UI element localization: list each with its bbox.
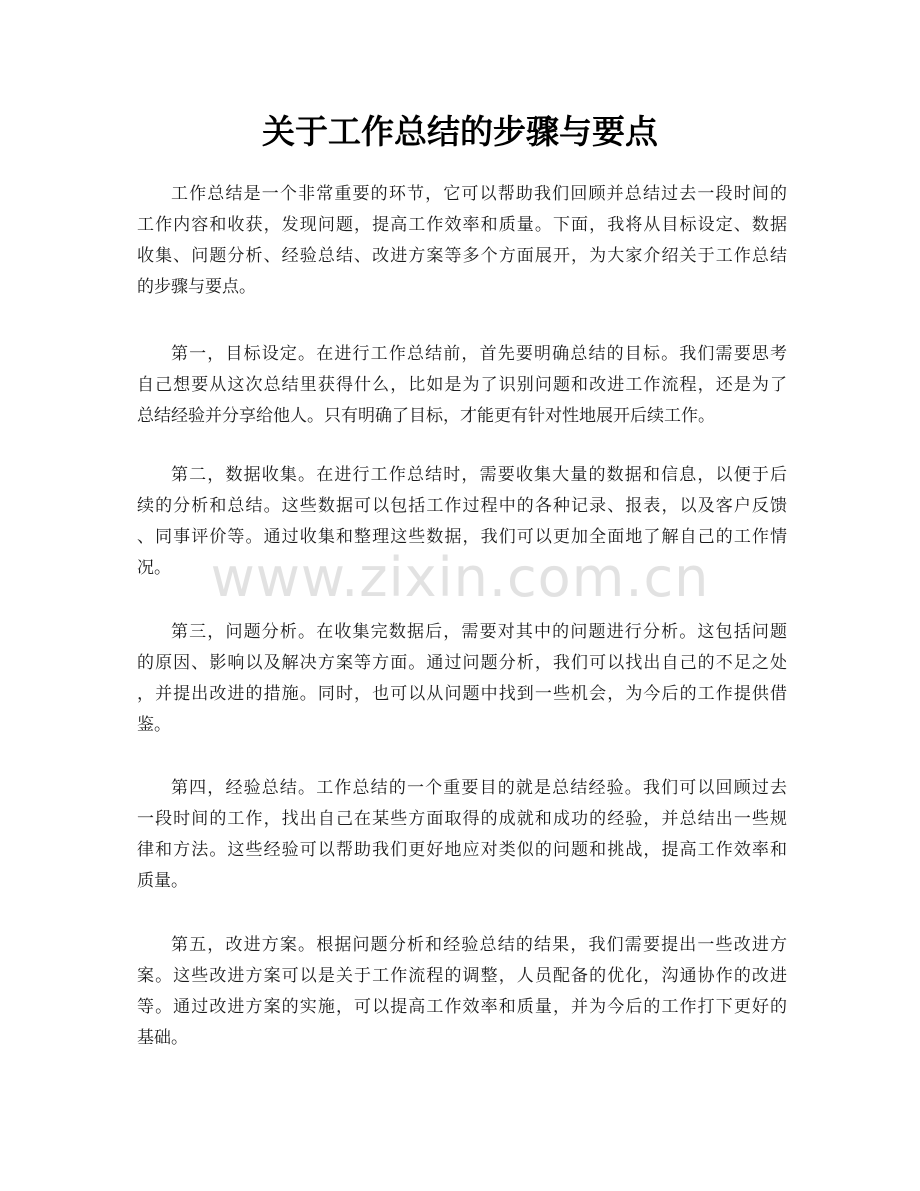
- paragraph-line: 第一，目标设定。在进行工作总结前，首先要明确总结的目标。我们需要思考: [171, 344, 787, 364]
- paragraph-line: ，并提出改进的措施。同时，也可以从问题中找到一些机会，为今后的工作提供借: [137, 684, 787, 704]
- paragraph-problem-analysis: [137, 617, 787, 741]
- paragraph-line: 第三，问题分析。在收集完数据后，需要对其中的问题进行分析。这包括问题: [171, 622, 787, 642]
- paragraph-line: 案。这些改进方案可以是关于工作流程的调整，人员配备的优化，沟通协作的改进: [137, 966, 787, 986]
- paragraph-line: 总结经验并分享给他人。只有明确了目标，才能更有针对性地展开后续工作。: [137, 406, 715, 426]
- paragraph-line: 的步骤与要点。: [137, 277, 256, 297]
- paragraph-line: 鉴。: [137, 715, 171, 735]
- paragraph-line: 质量。: [137, 871, 188, 891]
- paragraph-line: 工作内容和收获，发现问题，提高工作效率和质量。下面，我将从目标设定、数据: [137, 215, 787, 235]
- paragraph-line: 的原因、影响以及解决方案等方面。通过问题分析，我们可以找出自己的不足之处: [137, 653, 787, 673]
- paragraph-line: 第四，经验总结。工作总结的一个重要目的就是总结经验。我们可以回顾过去: [171, 778, 787, 798]
- paragraph-line: 自己想要从这次总结里获得什么，比如是为了识别问题和改进工作流程，还是为了: [137, 375, 787, 395]
- paragraph-goal-setting: [137, 339, 787, 432]
- paragraph-line: 等。通过改进方案的实施，可以提高工作效率和质量，并为今后的工作打下更好的: [137, 997, 787, 1017]
- paragraph-intro: [137, 179, 787, 303]
- paragraph-line: 工作总结是一个非常重要的环节，它可以帮助我们回顾并总结过去一段时间的: [171, 184, 787, 204]
- paragraph-line: 况。: [137, 558, 171, 578]
- paragraph-experience-summary: [137, 773, 787, 897]
- paragraph-line: 第五，改进方案。根据问题分析和经验总结的结果，我们需要提出一些改进方: [171, 935, 787, 955]
- paragraph-improvement-plan: [137, 930, 787, 1054]
- paragraph-data-collection: [137, 460, 787, 584]
- paragraph-line: 律和方法。这些经验可以帮助我们更好地应对类似的问题和挑战，提高工作效率和: [137, 840, 787, 860]
- paragraph-line: 第二，数据收集。在进行工作总结时，需要收集大量的数据和信息，以便于后: [171, 465, 787, 485]
- paragraph-line: 基础。: [137, 1028, 188, 1048]
- paragraph-line: 续的分析和总结。这些数据可以包括工作过程中的各种记录、报表，以及客户反馈: [137, 496, 787, 516]
- document-title: 关于工作总结的步骤与要点: [262, 112, 658, 151]
- paragraph-line: 一段时间的工作，找出自己在某些方面取得的成就和成功的经验，并总结出一些规: [137, 809, 787, 829]
- paragraph-line: 、同事评价等。通过收集和整理这些数据，我们可以更加全面地了解自己的工作情: [137, 527, 787, 547]
- watermark: www.zixin.com.cn: [210, 546, 710, 609]
- paragraph-line: 收集、问题分析、经验总结、改进方案等多个方面展开，为大家介绍关于工作总结: [137, 246, 787, 266]
